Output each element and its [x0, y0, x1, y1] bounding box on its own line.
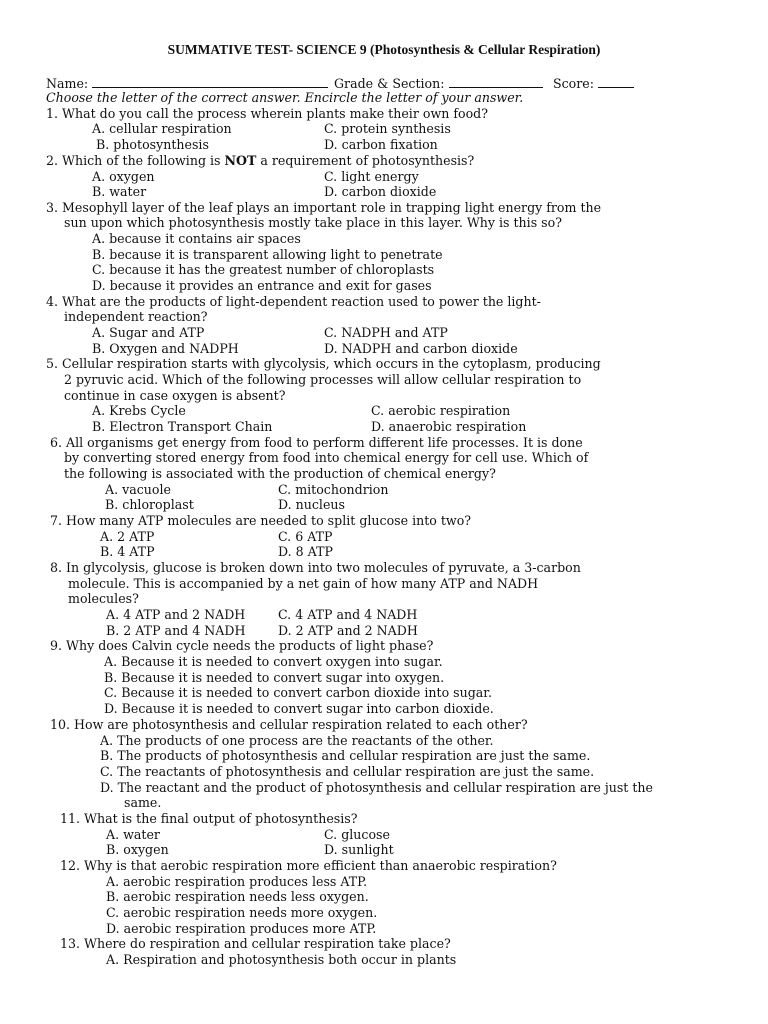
question-4-line-2: independent reaction?: [64, 309, 208, 324]
q1-option-b[interactable]: B. photosynthesis: [96, 137, 209, 152]
question-1: 1. What do you call the process wherein plants make their own food?: [46, 106, 488, 121]
q3-option-b[interactable]: B. because it is transparent allowing light to penetrate: [92, 247, 443, 262]
question-4-line-1: 4. What are the products of light-dependent reaction used to power the light-: [46, 294, 541, 309]
q12-option-b[interactable]: B. aerobic respiration needs less oxygen.: [106, 889, 369, 904]
q13-option-a[interactable]: A. Respiration and photosynthesis both occur in plants: [106, 952, 457, 967]
question-3-line-1: 3. Mesophyll layer of the leaf plays an important role in trapping light energy from the: [46, 200, 602, 215]
q7-option-b[interactable]: B. 4 ATP: [100, 544, 155, 559]
question-9: 9. Why does Calvin cycle needs the products of light phase?: [50, 638, 434, 653]
q7-option-d[interactable]: D. 8 ATP: [278, 544, 333, 559]
q3-option-a[interactable]: A. because it contains air spaces: [92, 231, 301, 246]
q5-option-c[interactable]: C. aerobic respiration: [371, 403, 511, 418]
score-blank[interactable]: [598, 75, 634, 88]
question-13: 13. Where do respiration and cellular respiration take place?: [60, 936, 451, 951]
q6-option-a[interactable]: A. vacuole: [105, 482, 171, 497]
q2-stem-emphasis: NOT: [224, 153, 257, 168]
q9-option-a[interactable]: A. Because it is needed to convert oxygen into sugar.: [104, 654, 443, 669]
q10-option-c[interactable]: C. The reactants of photosynthesis and cellular respiration are just the same.: [100, 764, 595, 779]
name-blank[interactable]: [92, 75, 328, 88]
q10-option-a[interactable]: A. The products of one process are the reactants of the other.: [100, 733, 494, 748]
q11-option-c[interactable]: C. glucose: [324, 827, 390, 842]
q4-option-b[interactable]: B. Oxygen and NADPH: [92, 341, 239, 356]
q7-option-c[interactable]: C. 6 ATP: [278, 529, 333, 544]
q7-option-a[interactable]: A. 2 ATP: [100, 529, 155, 544]
question-3-line-2: sun upon which photosynthesis mostly take place in this layer. Why is this so?: [64, 215, 562, 230]
q3-option-d[interactable]: D. because it provides an entrance and exit for gases: [92, 278, 432, 293]
page-title: SUMMATIVE TEST- SCIENCE 9 (Photosynthesis & Cellular Respiration): [167, 42, 601, 57]
q5-option-d[interactable]: D. anaerobic respiration: [371, 419, 527, 434]
question-8-line-3: molecules?: [68, 591, 139, 606]
q6-option-d[interactable]: D. nucleus: [278, 497, 345, 512]
q4-option-a[interactable]: A. Sugar and ATP: [92, 325, 205, 340]
question-5-line-3: continue in case oxygen is absent?: [64, 388, 286, 403]
q9-option-d[interactable]: D. Because it is needed to convert sugar into carbon dioxide.: [104, 701, 494, 716]
q10-option-d[interactable]: D. The reactant and the product of photosynthesis and cellular respiration are just the: [100, 780, 653, 795]
grade-section-label: Grade & Section:: [334, 76, 445, 91]
q12-option-d[interactable]: D. aerobic respiration produces more ATP.: [106, 921, 377, 936]
q6-option-c[interactable]: C. mitochondrion: [278, 482, 389, 497]
q12-option-c[interactable]: C. aerobic respiration needs more oxygen.: [106, 905, 378, 920]
q11-option-a[interactable]: A. water: [106, 827, 160, 842]
q8-option-c[interactable]: C. 4 ATP and 4 NADH: [278, 607, 418, 622]
q8-option-a[interactable]: A. 4 ATP and 2 NADH: [106, 607, 246, 622]
question-11: 11. What is the final output of photosynthesis?: [60, 811, 358, 826]
q2-stem-start: 2. Which of the following is: [46, 153, 225, 168]
q9-option-c[interactable]: C. Because it is needed to convert carbon dioxide into sugar.: [104, 685, 492, 700]
q11-option-b[interactable]: B. oxygen: [106, 842, 169, 857]
q2-stem-end: a requirement of photosynthesis?: [256, 153, 475, 168]
q3-option-c[interactable]: C. because it has the greatest number of chloroplasts: [92, 262, 435, 277]
question-6-line-2: by converting stored energy from food into chemical energy for cell use. Which of: [64, 450, 589, 465]
q12-option-a[interactable]: A. aerobic respiration produces less ATP.: [106, 874, 368, 889]
question-10: 10. How are photosynthesis and cellular respiration related to each other?: [50, 717, 528, 732]
q1-option-c[interactable]: C. protein synthesis: [324, 121, 451, 136]
question-6-line-1: 6. All organisms get energy from food to perform different life processes. It is done: [50, 435, 583, 450]
instructions: Choose the letter of the correct answer. Encircle the letter of your answer.: [46, 90, 524, 105]
q11-option-d[interactable]: D. sunlight: [324, 842, 394, 857]
question-8-line-2: molecule. This is accompanied by a net gain of how many ATP and NADH: [68, 576, 539, 591]
score-field: [553, 75, 634, 92]
q10-option-d-continued: same.: [124, 795, 162, 810]
question-7: 7. How many ATP molecules are needed to split glucose into two?: [50, 513, 472, 528]
question-6-line-3: the following is associated with the production of chemical energy?: [64, 466, 496, 481]
q4-option-d[interactable]: D. NADPH and carbon dioxide: [324, 341, 518, 356]
q2-option-c[interactable]: C. light energy: [324, 169, 419, 184]
q2-option-d[interactable]: D. carbon dioxide: [324, 184, 437, 199]
q1-option-a[interactable]: A. cellular respiration: [92, 121, 232, 136]
q5-option-a[interactable]: A. Krebs Cycle: [92, 403, 186, 418]
question-5-line-1: 5. Cellular respiration starts with glycolysis, which occurs in the cytoplasm, producing: [46, 356, 601, 371]
q2-option-b[interactable]: B. water: [92, 184, 147, 199]
q2-option-a[interactable]: A. oxygen: [92, 169, 155, 184]
score-label: Score:: [553, 76, 594, 91]
q10-option-b[interactable]: B. The products of photosynthesis and cellular respiration are just the same.: [100, 748, 591, 763]
q6-option-b[interactable]: B. chloroplast: [105, 497, 194, 512]
q5-option-b[interactable]: B. Electron Transport Chain: [92, 419, 273, 434]
q8-option-d[interactable]: D. 2 ATP and 2 NADH: [278, 623, 418, 638]
q9-option-b[interactable]: B. Because it is needed to convert sugar into oxygen.: [104, 670, 445, 685]
question-5-line-2: 2 pyruvic acid. Which of the following processes will allow cellular respiration to: [64, 372, 582, 387]
name-label: Name:: [46, 76, 89, 91]
grade-section-blank[interactable]: [449, 75, 543, 88]
question-12: 12. Why is that aerobic respiration more efficient than anaerobic respiration?: [60, 858, 557, 873]
q4-option-c[interactable]: C. NADPH and ATP: [324, 325, 448, 340]
question-8-line-1: 8. In glycolysis, glucose is broken down into two molecules of pyruvate, a 3-carbon: [50, 560, 581, 575]
q8-option-b[interactable]: B. 2 ATP and 4 NADH: [106, 623, 246, 638]
question-2: [46, 153, 474, 169]
q1-option-d[interactable]: D. carbon fixation: [324, 137, 438, 152]
